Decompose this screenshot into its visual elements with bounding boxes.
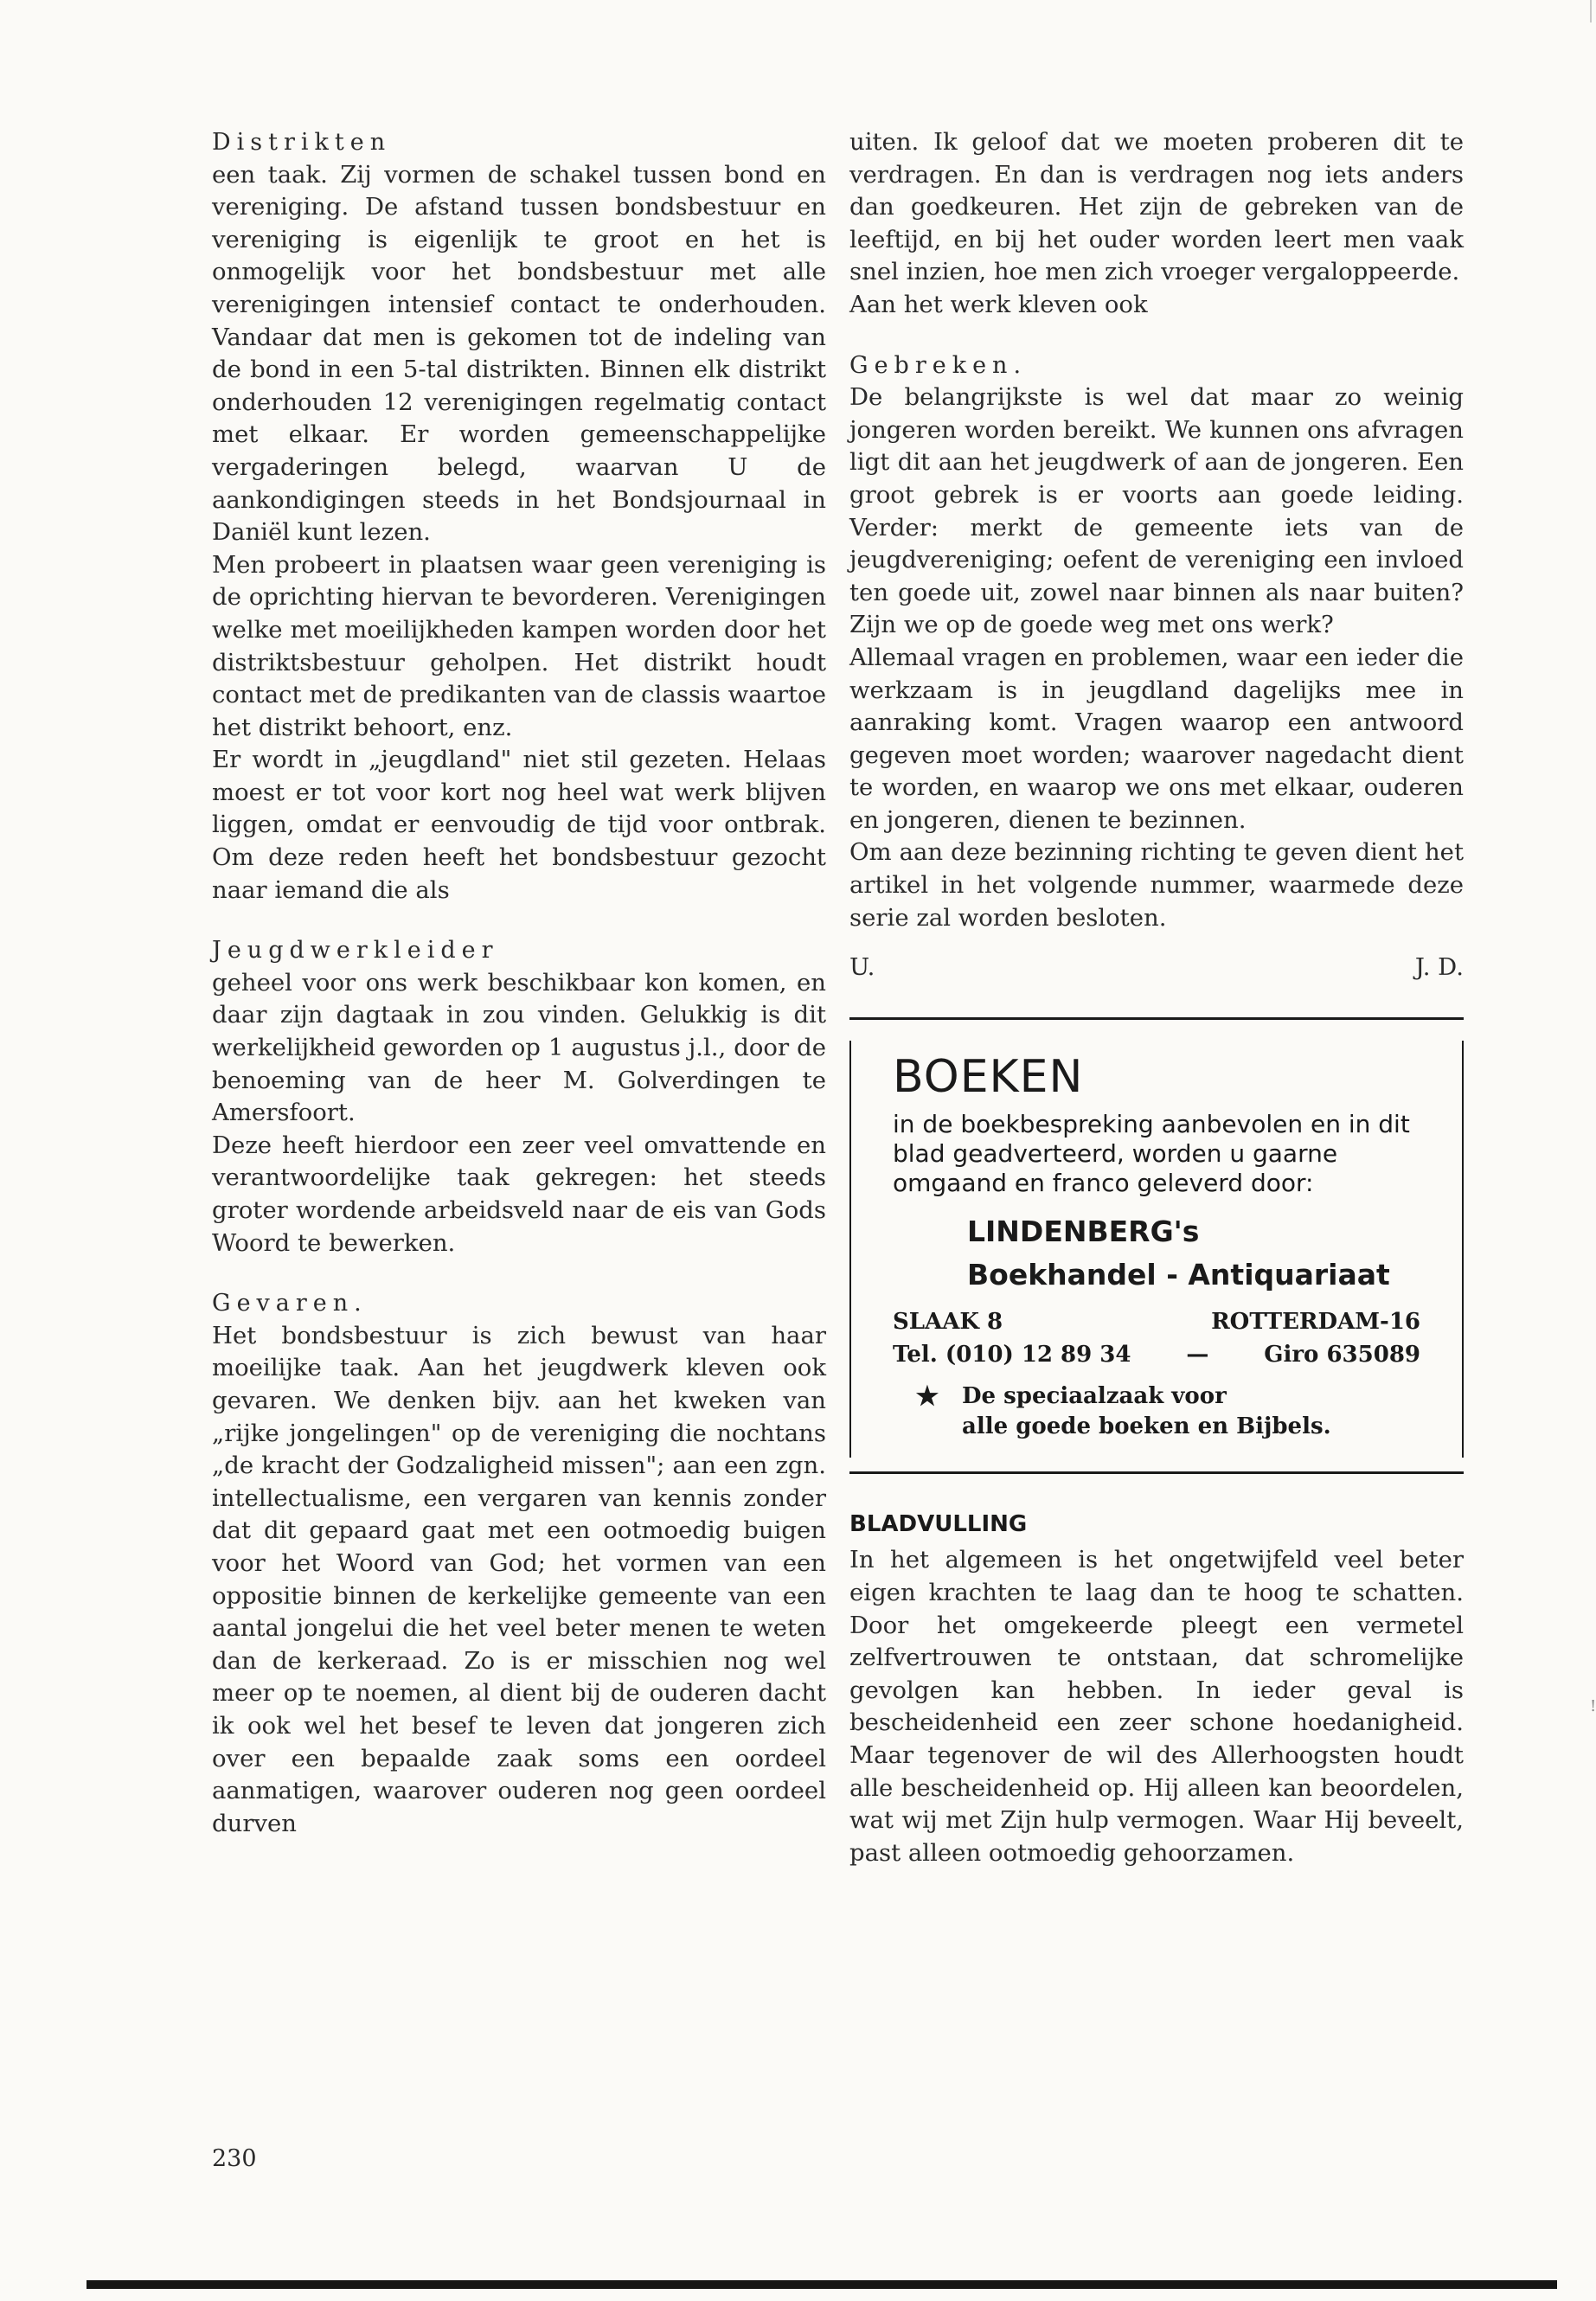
signature-left: U. [849, 953, 875, 982]
paragraph: In het algemeen is het ongetwijfeld veel beter eigen krachten te laag dan te hoog te schatten. Door het omgekeerde pleegt een vermetel zelfvertrouwen te ontstaan, dat schromelijke gevolgen kan hebben. In ieder geval is bescheidenheid een zeer schone hoedanigheid. Maar tegenover de wil des Allerhoogsten houdt alle bescheidenheid op. Hij alleen kan beoordelen, wat wij met Zijn hulp vermogen. Waar Hij beveelt, past alleen ootmoedig gehoorzamen. [849, 1546, 1464, 1867]
ad-giro: Giro 635089 [1264, 1341, 1420, 1368]
paragraph: Deze heeft hierdoor een zeer veel omvattende en verantwoordelijke taak gekregen: het steeds groter wordende arbeidsveld naar de eis van Gods Woord te bewerken. [212, 1131, 826, 1257]
ad-shop-line-2: Boekhandel - Antiquariaat [967, 1257, 1390, 1292]
heading-jeugdwerkleider: Jeugdwerkleider [212, 937, 499, 965]
paragraph: De belangrijkste is wel dat maar zo weinig jongeren worden bereikt. We kunnen ons afvragen ligt dit aan het jeugdwerk of aan de jongeren. Een groot gebrek is er voorts aan goede leiding. Verder: merkt de gemeente iets van de jeugdvereniging; oefent de vereniging een invloed ten goede uit, zowel naar binnen als naar buiten? Zijn we op de goede weg met ons werk? [849, 383, 1464, 639]
ad-address-city: ROTTERDAM-16 [1211, 1308, 1420, 1335]
bottom-rule [87, 2280, 1557, 2289]
star-icon: ★ [915, 1381, 939, 1412]
heading-distrikten: Distrikten [212, 129, 392, 156]
ad-address-street: SLAAK 8 [893, 1308, 1003, 1335]
ad-telephone: Tel. (010) 12 89 34 [893, 1341, 1131, 1368]
paragraph: uiten. Ik geloof dat we moeten proberen dit te verdragen. En dan is verdragen nog iets anders dan goedkeuren. Het zijn de gebreken van de leeftijd, en bij het ouder worden leert men vaak snel inzien, hoe men zich vroeger vergaloppeerde. [849, 128, 1464, 286]
paragraph: Allemaal vragen en problemen, waar een ieder die werkzaam is in jeugdland dagelijks mee in aanraking komt. Vragen waarop een antwoord gegeven moet worden; waarover nagedacht dient te worden, en waarop we ons met elkaar, ouderen en jongeren, dienen te bezinnen. [849, 643, 1464, 834]
paragraph: een taak. Zij vormen de schakel tussen bond en vereniging. De afstand tussen bondsbestuur en vereniging is eigenlijk te groot en het is onmogelijk voor het bondsbestuur met alle verenigingen intensief contact te onderhouden. Vandaar dat men is gekomen tot de indeling van de bond in een 5-tal distrikten. Binnen elk distrikt onderhouden 12 verenigingen regelmatig contact met elkaar. Er worden gemeenschappelijke vergaderingen belegd, waarvan U de aankondigingen steeds in het Bondsjournaal in Daniël kunt lezen. [212, 160, 826, 547]
heading-bladvulling: BLADVULLING [849, 1510, 1028, 1537]
signature-right: J. D. [1414, 953, 1464, 982]
heading-gebreken: Gebreken. [849, 351, 1028, 379]
ad-dash: — [1186, 1341, 1209, 1368]
ad-text: in de boekbespreking aanbevolen en in dit blad geadverteerd, worden u gaarne omgaand en franco geleverd door: [893, 1109, 1410, 1197]
ad-shop-line-1: LINDENBERG's [967, 1214, 1200, 1248]
ad-title: BOEKEN [893, 1050, 1084, 1103]
page-number: 230 [212, 2145, 257, 2172]
ad-specialty-line-1: De speciaalzaak voor [962, 1382, 1227, 1409]
paragraph: Men probeert in plaatsen waar geen vereniging is de oprichting hiervan te bevorderen. Verenigingen welke met moeilijkheden kampen worden door het distriktsbestuur geholpen. Het distrikt houdt contact met de predikanten van de classis waartoe het distrikt behoort, enz. [212, 550, 826, 741]
left-column [212, 126, 826, 1840]
paragraph: Er wordt in „jeugdland" niet stil gezeten. Helaas moest er tot voor kort nog heel wat werk blijven liggen, omdat er eenvoudig de tijd voor ontbrak. Om deze reden heeft het bondsbestuur gezocht naar iemand die als [212, 746, 826, 904]
signature [849, 952, 1464, 984]
ad-contact [893, 1338, 1420, 1371]
heading-gevaren: Gevaren. [212, 1290, 368, 1317]
edge-mark [1590, 0, 1592, 22]
ad-address [893, 1305, 1420, 1338]
ad-specialty-line-2: alle goede boeken en Bijbels. [962, 1413, 1331, 1439]
ad-specialty-text [962, 1381, 1331, 1442]
ad-shop-name [967, 1210, 1420, 1297]
advertisement [849, 1017, 1464, 1474]
paragraph: geheel voor ons werk beschikbaar kon komen, en daar zijn dagtaak in zou vinden. Gelukkig is dit werkelijkheid geworden op 1 augustus j.l., door de benoeming van de heer M. Golverdingen te Amersfoort. [212, 968, 826, 1127]
side-mark: ! [1590, 1697, 1596, 1715]
advertisement-box [849, 1041, 1464, 1458]
paragraph: Aan het werk kleven ook [849, 290, 1148, 318]
paragraph: Om aan deze bezinning richting te geven dient het artikel in het volgende nummer, waarmede deze serie zal worden besloten. [849, 838, 1464, 932]
paragraph: Het bondsbestuur is zich bewust van haar moeilijke taak. Aan het jeugdwerk kleven ook gevaren. We denken bijv. aan het kweken van „rijke jongelingen" op de vereniging die nochtans „de kracht der Godzaligheid missen"; aan een zgn. intellectualisme, een vergaren van kennis zonder dat dit gepaard gaat met een ootmoedig buigen voor het Woord van God; het vormen van een oppositie binnen de kerkelijke gemeente van een aantal jongelui die het veel beter menen te weten dan de kerkeraad. Zo is er misschien nog wel meer op te noemen, al dient bij de ouderen dacht ik ook wel het besef te leven dat jongeren zich over een bepaalde zaak soms een oordeel aanmatigen, waarover ouderen nog geen oordeel durven [212, 1321, 826, 1837]
ad-specialty [893, 1381, 1420, 1442]
right-column [849, 126, 1464, 1869]
